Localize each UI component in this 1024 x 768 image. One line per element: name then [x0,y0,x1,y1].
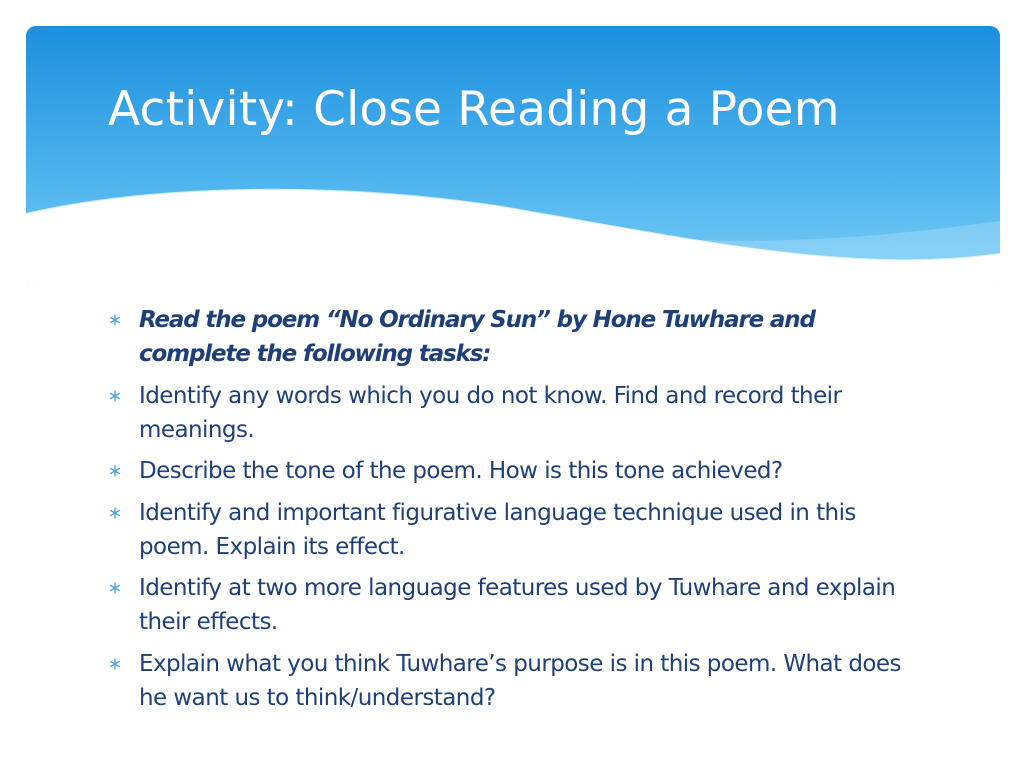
asterisk-icon [108,647,122,681]
task-list-item [108,647,928,715]
task-list [108,303,928,722]
task-text: Identify and important figurative language technique used in this poem. Explain its effect. [139,499,856,560]
task-text: Describe the tone of the poem. How is this tone achieved? [139,458,783,484]
task-text: Explain what you think Tuwhare’s purpose is in this poem. What does he want us to think/understand? [139,650,901,711]
asterisk-icon [108,496,122,530]
asterisk-icon [108,379,122,413]
task-list-item [108,571,928,639]
task-list-item [108,454,928,488]
task-list-item [108,379,928,447]
asterisk-icon [108,303,122,337]
task-text: Identify any words which you do not know. Find and record their meanings. [139,382,842,443]
asterisk-icon [108,571,122,605]
task-list-item [108,496,928,564]
slide-title: Activity: Close Reading a Poem [108,82,840,137]
task-list-item [108,303,928,371]
asterisk-icon [108,454,122,488]
task-text: Identify at two more language features used by Tuwhare and explain their effects. [139,575,896,635]
task-text: Read the poem “No Ordinary Sun” by Hone Tuwhare and complete the following tasks: [139,307,815,367]
title-banner [26,26,1000,288]
